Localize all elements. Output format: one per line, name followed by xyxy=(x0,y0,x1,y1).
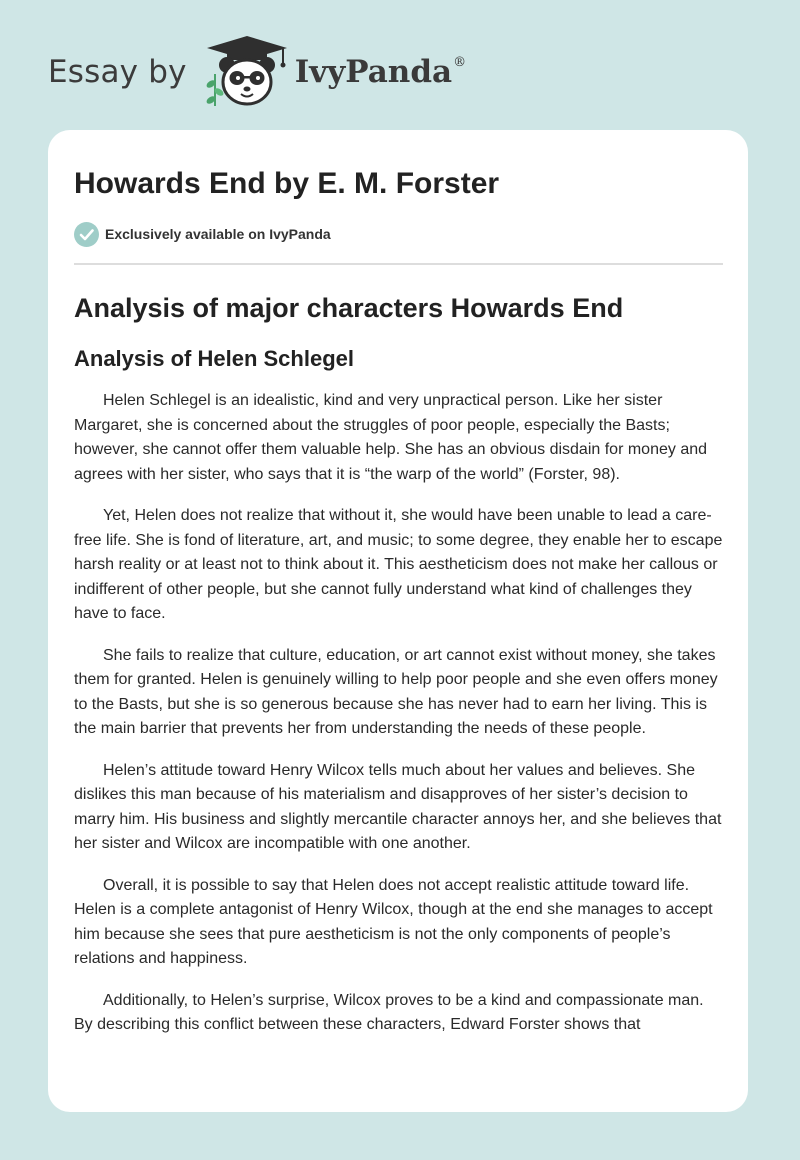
paragraph: Overall, it is possible to say that Helen does not accept realistic attitude toward life. Helen is a complete antagonist of Henry Wilcox, though at the end she manages to accept him because she sees that pure aestheticism is not the only components of people’s relations and happiness. xyxy=(74,876,713,967)
panda-graduate-logo-icon[interactable] xyxy=(203,34,291,110)
essay-body xyxy=(74,389,723,1038)
registered-mark: ® xyxy=(453,55,467,71)
availability-text: Exclusively available on IvyPanda xyxy=(105,226,331,242)
essay-card xyxy=(48,130,748,1112)
essay-by-label: Essay by xyxy=(48,53,187,90)
subheading: Analysis of Helen Schlegel xyxy=(74,346,354,371)
paragraph: Helen’s attitude toward Henry Wilcox tells much about her values and believes. She dislikes this man because of his materialism and disapproves of her sister’s decision to marry him. His business and slightly mercantile character annoys her, and she believes that her sister and Wilcox are incompatible with one another. xyxy=(74,761,722,852)
brand-name[interactable] xyxy=(294,53,467,90)
availability-badge xyxy=(74,221,723,247)
paragraph: Helen Schlegel is an idealistic, kind and very unpractical person. Like her sister Margaret, she is concerned about the struggles of poor people, especially the Basts; however, she cannot offer them valuable help. She has an obvious disdain for money and agrees with her sister, who says that it is “the warp of the world” (Forster, 98). xyxy=(74,392,708,483)
paragraph: She fails to realize that culture, education, or art cannot exist without money, she takes them for granted. Helen is genuinely willing to help poor people and she even offers money to the Basts, but she is so generous because she has never had to earn her living. This is the main barrier that prevents her from understanding the needs of these people. xyxy=(74,646,718,737)
divider xyxy=(74,263,723,265)
brand-name-text: IvyPanda xyxy=(294,53,453,90)
section-heading: Analysis of major characters Howards End xyxy=(74,293,624,323)
essay-content xyxy=(74,166,723,1055)
paragraph: Additionally, to Helen’s surprise, Wilcox proves to be a kind and compassionate man. By describing this conflict between these characters, Edward Forster shows that xyxy=(74,991,704,1033)
check-circle-icon xyxy=(74,222,99,247)
page-title: Howards End by E. M. Forster xyxy=(74,167,500,200)
site-header xyxy=(48,34,466,110)
paragraph: Yet, Helen does not realize that without it, she would have been unable to lead a care-free life. She is fond of literature, art, and music; to some degree, they enable her to escape harsh reality or at least not to think about it. This aestheticism does not make her callous or indifferent of other people, but she cannot fully understand what kind of challenges they have to face. xyxy=(74,507,723,622)
